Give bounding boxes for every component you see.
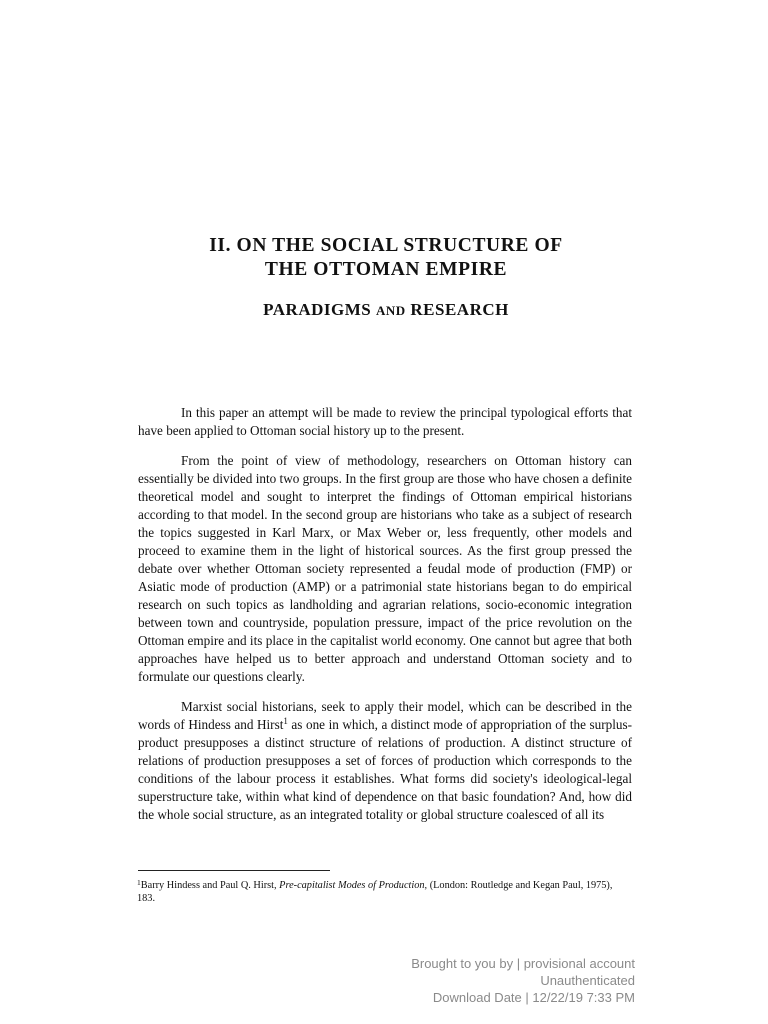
watermark-provider: Brought to you by | provisional account [411,956,635,971]
body-text [138,404,632,824]
chapter-heading [140,234,632,320]
subtitle-word-paradigms: PARADIGMS [263,300,372,319]
chapter-title-line-2: THE OTTOMAN EMPIRE [264,259,508,280]
paragraph-marxist-text-start: Marxist social historians, seek to apply their model, which can be described in the words of Hindess and Hirst [138,699,632,732]
footnote-separator [138,870,330,871]
paragraph-intro: In this paper an attempt will be made to review the principal typological efforts that have been applied to Ottoman social history up to the present. [138,405,632,438]
watermark-auth-status: Unauthenticated [540,973,635,988]
paragraph-marxist-historians [138,698,632,824]
footnote-1 [137,880,632,905]
subtitle-word-research: RESEARCH [410,300,509,319]
paragraph-marxist-text-end: as one in which, a distinct mode of appropriation of the surplus-product presupposes a distinct structure of relations of production. A distinct structure of relations of production presupposes a set of forces of production which corresponds to the conditions of the labour process it establishes. What forms did society's ideological-legal superstructure take, within what kind of dependence on that basic foundation? And, how did the whole social structure, as an integrated totality or global structure coalesced of all its [138,717,632,822]
subtitle-word-and: AND [375,303,406,318]
footnote-reference-1: 1 [283,716,288,726]
paragraph-methodology: From the point of view of methodology, researchers on Ottoman history can essentially be divided into two groups. In the first group are those who have chosen a definite theoretical model and sought to interpret the findings of Ottoman empirical historians according to that model. In the second group are historians who take as a subject of research the topics suggested in Karl Marx, or Max Weber or, less frequently, other models and proceed to examine them in the light of historical sources. As the first group pressed the debate over whether Ottoman society represented a feudal mode of production (FMP) or Asiatic mode of production (AMP) or a patrimonial state historians began to do empirical research on such topics as landholding and agrarian relations, socio-economic integration between town and countryside, population pressure, impact of the price revolution on the Ottoman empire and its place in the capitalist world economy. One cannot but agree that both approaches have helped us to better approach and understand Ottoman society and to formulate our questions clearly. [138,453,632,684]
footnote-publication: (London: Routledge and Kegan Paul, 1975), 183. [137,880,613,904]
watermark-download-date: Download Date | 12/22/19 7:33 PM [432,990,635,1005]
footnote-authors: Barry Hindess and Paul Q. Hirst, [140,880,280,891]
footnote-marker: 1 [137,878,141,887]
chapter-subtitle [140,300,632,320]
footnote-work-title: Pre-capitalist Modes of Production, [279,880,428,891]
access-watermark [411,955,635,1006]
chapter-title-line-1: II. ON THE SOCIAL STRUCTURE OF [209,235,563,256]
